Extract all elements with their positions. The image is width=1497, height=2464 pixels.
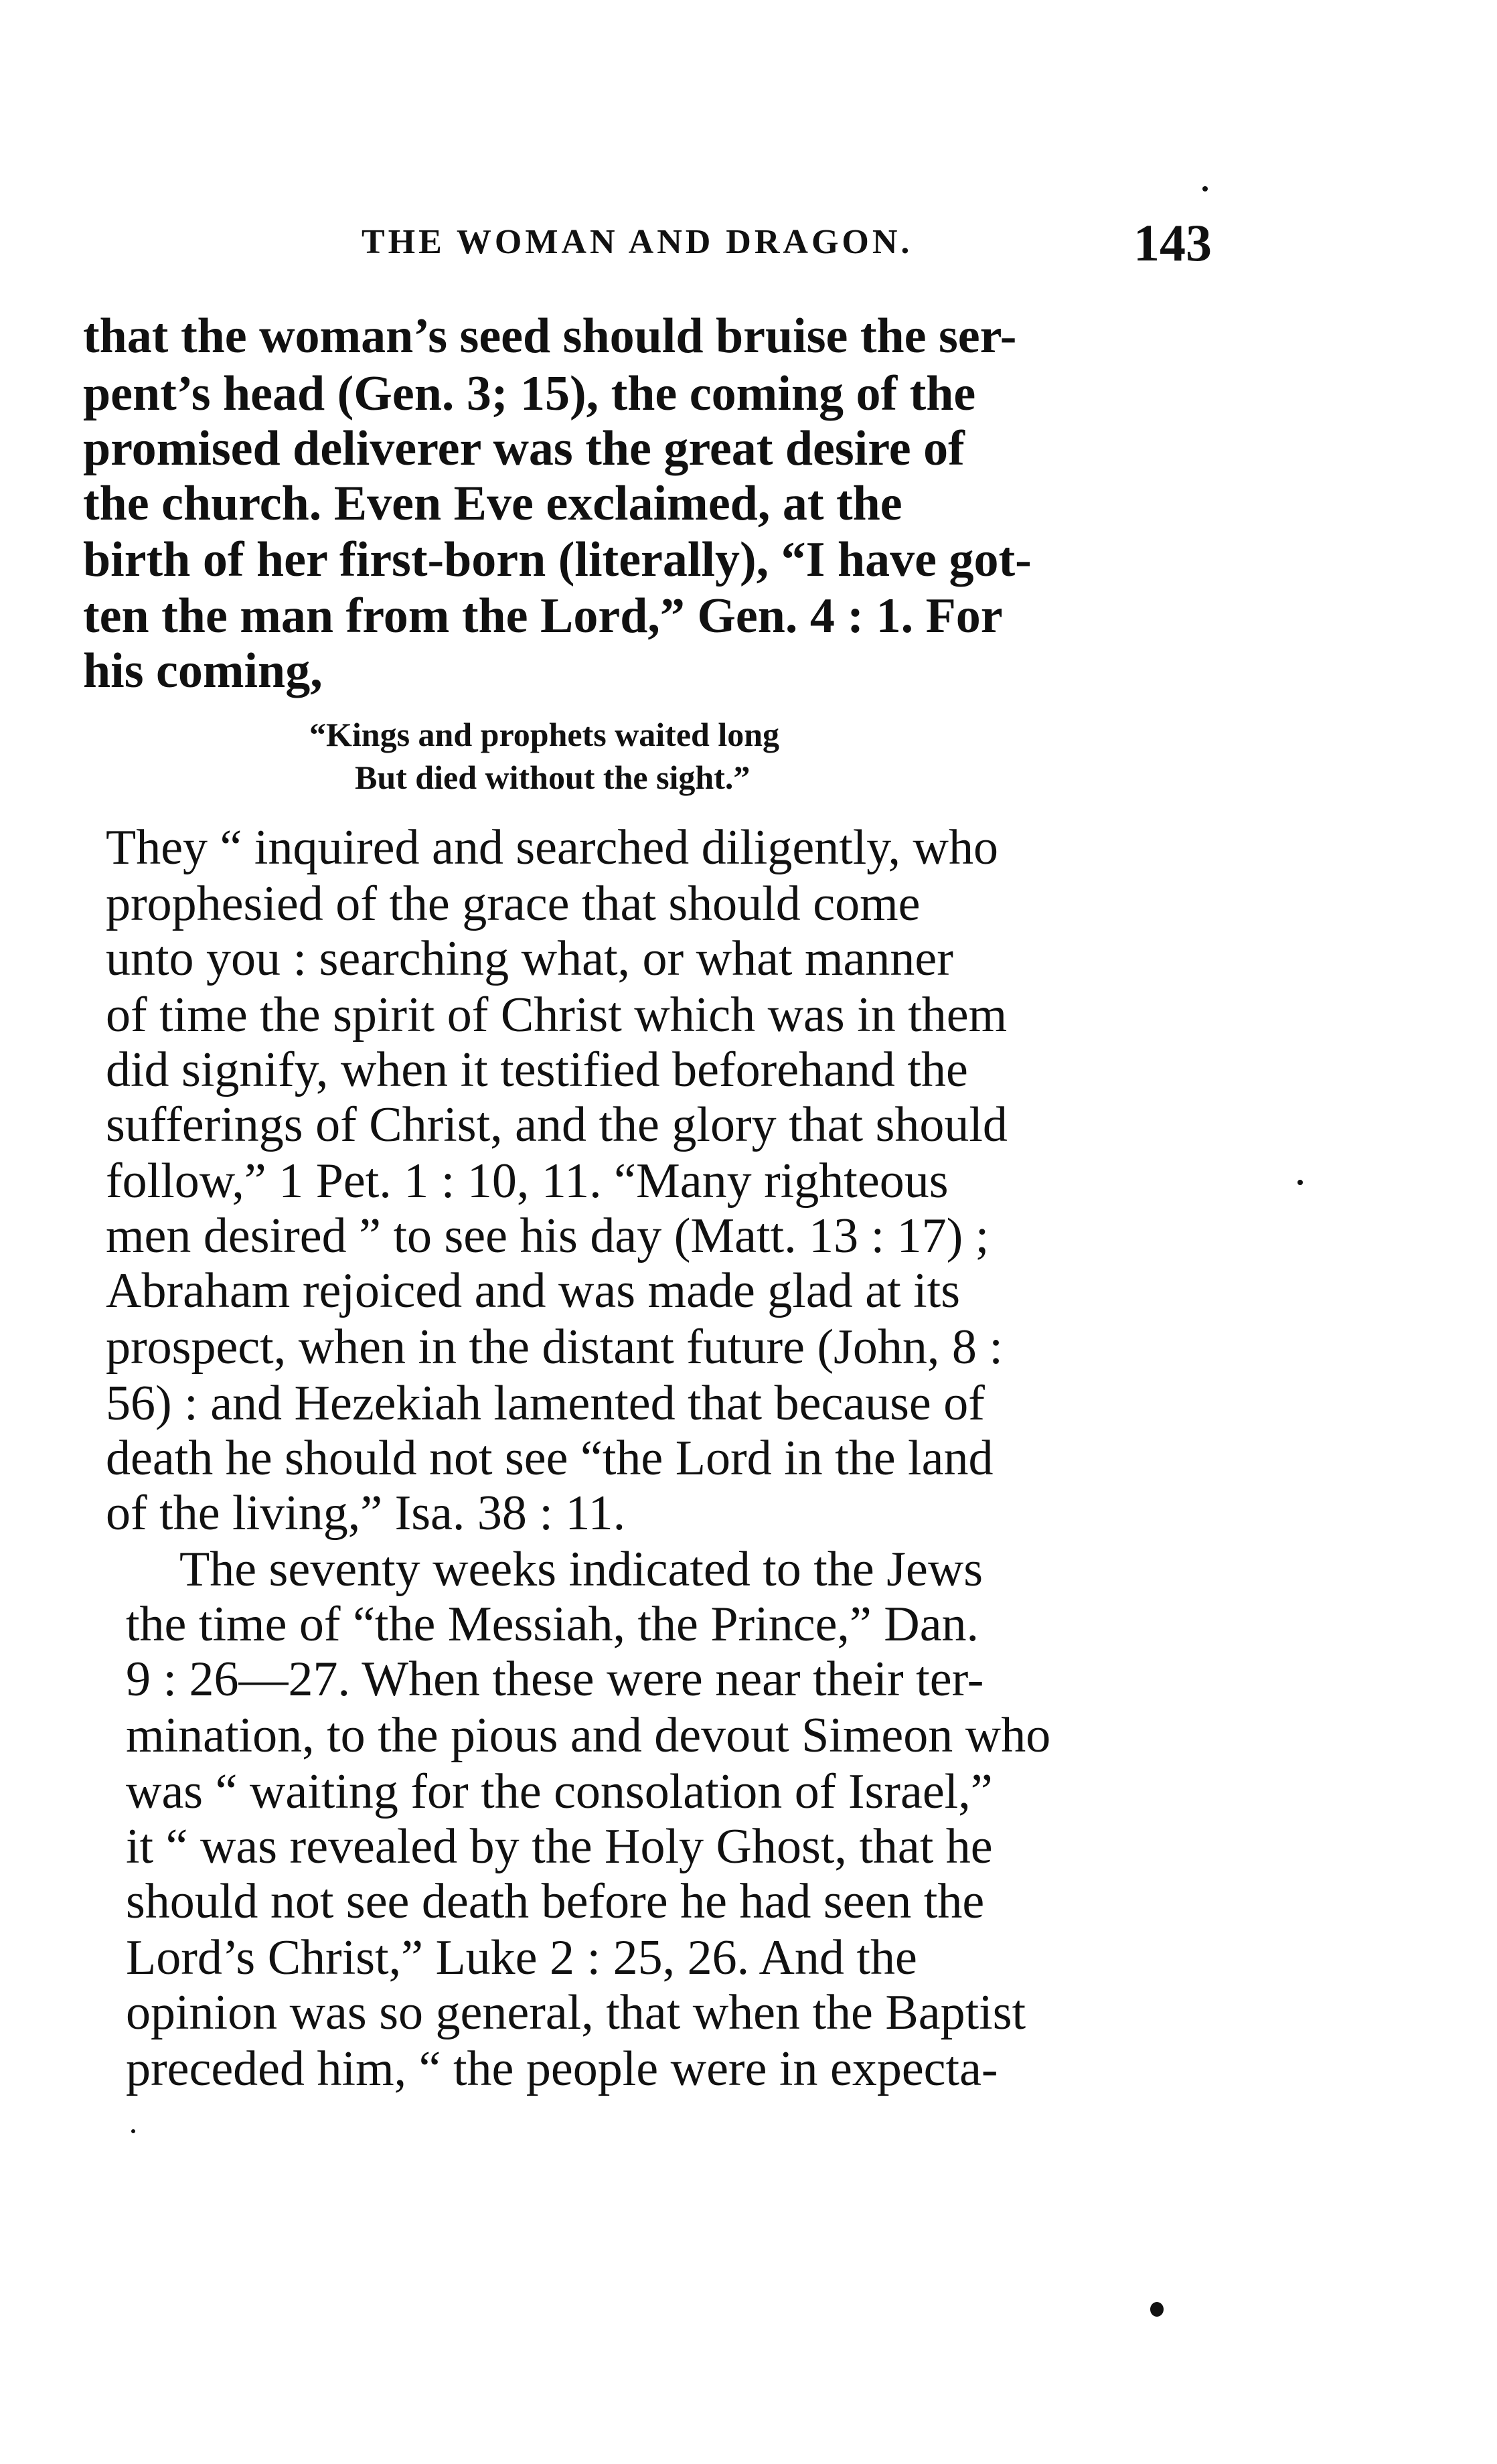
running-title: THE WOMAN AND DRAGON.: [362, 223, 913, 261]
ink-blot: [1150, 2302, 1164, 2317]
text-line: that the woman’s seed should bruise the ser-: [83, 309, 1017, 364]
text-line: death he should not see “the Lord in the land: [106, 1431, 994, 1486]
text-line: preceded him, “ the people were in expecta-: [126, 2042, 998, 2096]
text-line: prospect, when in the distant future (John, 8 :: [106, 1320, 1003, 1375]
text-line: Abraham rejoiced and was made glad at its: [106, 1263, 961, 1318]
text-line: pent’s head (Gen. 3; 15), the coming of the: [83, 366, 976, 421]
running-head: [362, 213, 1218, 273]
text-line: The seventy weeks indicated to the Jews: [179, 1542, 983, 1597]
text-line: of time the spirit of Christ which was in them: [106, 988, 1008, 1043]
verse-line: “Kings and prophets waited long: [309, 716, 780, 753]
text-line: of the living,” Isa. 38 : 11.: [106, 1486, 626, 1541]
text-line: 56) : and Hezekiah lamented that because of: [106, 1376, 985, 1431]
print-speck: [1297, 1180, 1303, 1185]
text-line: it “ was revealed by the Holy Ghost, that he: [126, 1819, 993, 1874]
page-number: 143: [1133, 214, 1212, 272]
text-line: ten the man from the Lord,” Gen. 4 : 1. For: [83, 589, 1003, 643]
text-line: the time of “the Messiah, the Prince,” Dan.: [126, 1597, 979, 1652]
text-line: 9 : 26—27. When these were near their ter-: [126, 1652, 984, 1707]
text-line: the church. Even Eve exclaimed, at the: [83, 476, 902, 531]
text-line: opinion was so general, that when the Baptist: [126, 1985, 1026, 2040]
text-line: mination, to the pious and devout Simeon who: [126, 1708, 1051, 1763]
print-speck: [131, 2129, 135, 2133]
text-line: men desired ” to see his day (Matt. 13 : 17) ;: [106, 1209, 990, 1263]
verse-line: But died without the sight.”: [355, 759, 751, 796]
text-line: follow,” 1 Pet. 1 : 10, 11. “Many righteous: [106, 1154, 949, 1209]
text-line: promised deliverer was the great desire of: [83, 421, 965, 476]
text-line: prophesied of the grace that should come: [106, 876, 921, 931]
text-line: did signify, when it testified beforehand the: [106, 1043, 968, 1097]
text-line: sufferings of Christ, and the glory that should: [106, 1097, 1008, 1152]
text-line: Lord’s Christ,” Luke 2 : 25, 26. And the: [126, 1930, 917, 1985]
text-line: was “ waiting for the consolation of Israel,”: [126, 1764, 993, 1819]
text-line: birth of her first-born (literally), “I have got-: [83, 532, 1032, 587]
text-line: his coming,: [83, 643, 323, 698]
print-speck: [1202, 186, 1208, 191]
text-line: should not see death before he had seen the: [126, 1874, 985, 1929]
text-line: unto you : searching what, or what manner: [106, 931, 953, 986]
text-line: They “ inquired and searched diligently, who: [106, 820, 998, 875]
